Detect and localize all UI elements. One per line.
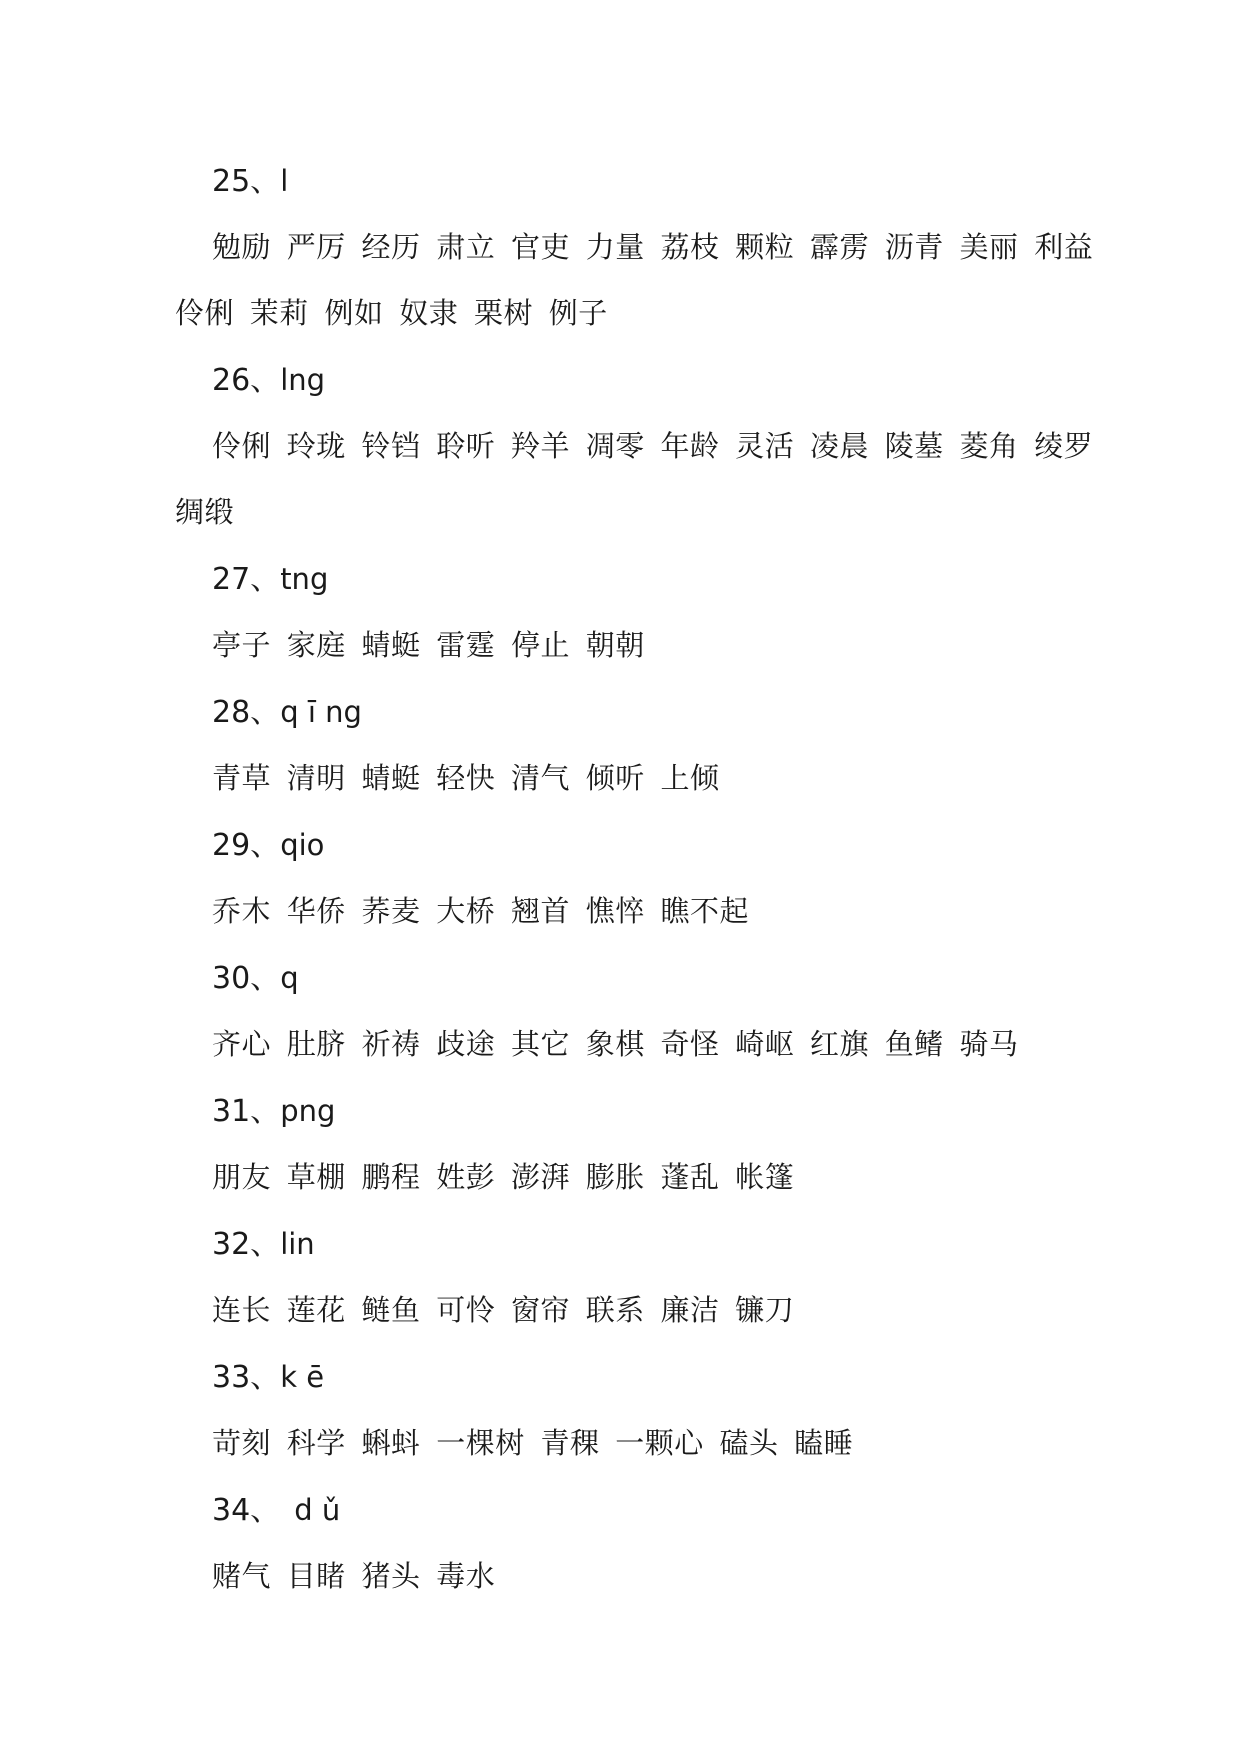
section-pinyin: l bbox=[280, 164, 289, 198]
section-pinyin: d ǔ bbox=[265, 1493, 341, 1527]
section-words bbox=[175, 414, 1094, 546]
section-pinyin: lng bbox=[280, 363, 326, 397]
words-line: 亭子 家庭 蜻蜓 雷霆 停止 朝朝 bbox=[212, 630, 645, 662]
section-number: 27、 bbox=[212, 562, 281, 597]
section-heading bbox=[175, 148, 1070, 215]
words-line: 赌气 目睹 猪头 毒水 bbox=[212, 1561, 496, 1593]
section-number: 31、 bbox=[212, 1094, 281, 1129]
words-line: 勉励 严厉 经历 肃立 官吏 力量 荔枝 颗粒 霹雳 沥青 美丽 利益 bbox=[212, 232, 1094, 264]
pinyin-section bbox=[175, 1344, 1070, 1477]
pinyin-section bbox=[175, 1477, 1070, 1610]
pinyin-section bbox=[175, 1078, 1070, 1211]
section-heading bbox=[175, 945, 1070, 1012]
section-number: 33、 bbox=[212, 1360, 281, 1395]
section-words bbox=[175, 1145, 1070, 1211]
section-number: 30、 bbox=[212, 961, 281, 996]
section-words bbox=[175, 215, 1094, 347]
section-heading bbox=[175, 1078, 1070, 1145]
section-heading bbox=[175, 546, 1070, 613]
words-line: 青草 清明 蜻蜓 轻快 清气 倾听 上倾 bbox=[212, 763, 720, 795]
section-heading bbox=[175, 679, 1070, 746]
section-pinyin: k ē bbox=[280, 1360, 325, 1394]
words-line: 齐心 肚脐 祈祷 歧途 其它 象棋 奇怪 崎岖 红旗 鱼鳍 骑马 bbox=[212, 1029, 1019, 1061]
section-number: 26、 bbox=[212, 363, 281, 398]
pinyin-section bbox=[175, 148, 1094, 347]
pinyin-section bbox=[175, 679, 1070, 812]
words-line: 伶俐 玲珑 铃铛 聆听 羚羊 凋零 年龄 灵活 凌晨 陵墓 菱角 绫罗 bbox=[212, 431, 1094, 463]
words-line: 乔木 华侨 荞麦 大桥 翘首 憔悴 瞧不起 bbox=[212, 896, 750, 928]
words-line: 绸缎 bbox=[175, 497, 235, 529]
section-pinyin: lin bbox=[280, 1227, 315, 1261]
section-number: 34、 bbox=[212, 1493, 266, 1528]
section-heading bbox=[175, 1211, 1070, 1278]
words-line: 苛刻 科学 蝌蚪 一棵树 青稞 一颗心 磕头 瞌睡 bbox=[212, 1428, 854, 1460]
pinyin-section bbox=[175, 945, 1070, 1078]
section-words bbox=[175, 1544, 1070, 1610]
pinyin-section bbox=[175, 812, 1070, 945]
section-pinyin: qio bbox=[280, 828, 325, 862]
section-number: 25、 bbox=[212, 164, 281, 199]
section-heading bbox=[175, 812, 1070, 879]
pinyin-section bbox=[175, 347, 1094, 546]
section-pinyin: q bbox=[280, 961, 299, 995]
pinyin-section bbox=[175, 1211, 1070, 1344]
section-words bbox=[175, 1012, 1070, 1078]
section-words bbox=[175, 879, 1070, 945]
section-pinyin: q ī ng bbox=[280, 695, 362, 729]
section-number: 29、 bbox=[212, 828, 281, 863]
words-line: 朋友 草棚 鹏程 姓彭 澎湃 膨胀 蓬乱 帐篷 bbox=[212, 1162, 795, 1194]
words-line: 连长 莲花 鲢鱼 可怜 窗帘 联系 廉洁 镰刀 bbox=[212, 1295, 795, 1327]
section-heading bbox=[175, 347, 1070, 414]
section-words bbox=[175, 1411, 1070, 1477]
section-number: 28、 bbox=[212, 695, 281, 730]
pinyin-section bbox=[175, 546, 1070, 679]
section-words bbox=[175, 613, 1070, 679]
words-line: 伶俐 茉莉 例如 奴隶 栗树 例子 bbox=[175, 298, 608, 330]
section-heading bbox=[175, 1477, 1070, 1544]
section-words bbox=[175, 746, 1070, 812]
section-pinyin: tng bbox=[280, 562, 329, 596]
section-number: 32、 bbox=[212, 1227, 281, 1262]
section-words bbox=[175, 1278, 1070, 1344]
word-list bbox=[175, 148, 1094, 1610]
section-pinyin: png bbox=[280, 1094, 336, 1128]
section-heading bbox=[175, 1344, 1070, 1411]
